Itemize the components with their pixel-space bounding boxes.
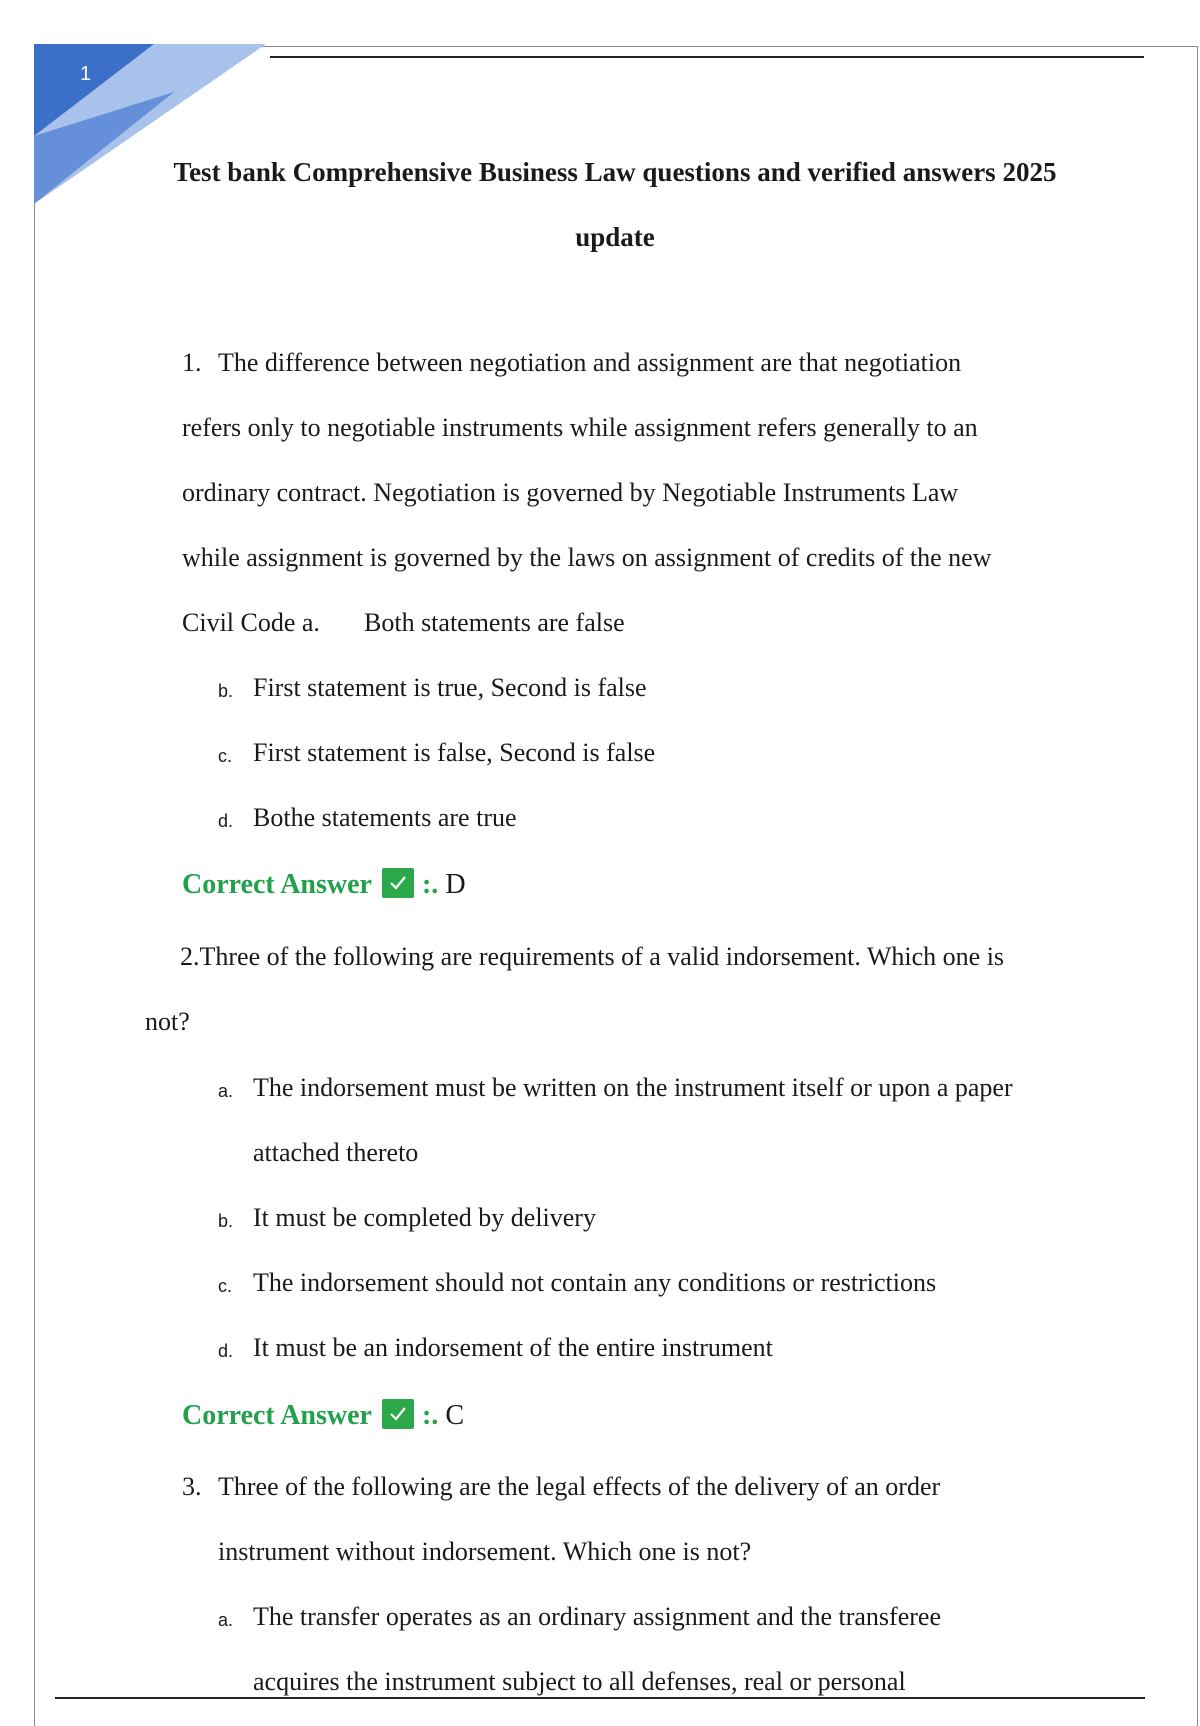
correct-answer	[182, 1399, 464, 1432]
correct-answer	[182, 868, 466, 901]
answer-label: Correct Answer	[182, 869, 372, 900]
option-text: The indorsement must be written on the instrument itself or upon a paper	[253, 1073, 1013, 1102]
question-text: while assignment is governed by the laws on assignment of credits of the new	[182, 543, 992, 572]
question-number: 1.	[182, 348, 202, 377]
option-letter: c.	[218, 1276, 233, 1296]
question-text: Three of the following are the legal effects of the delivery of an order	[218, 1472, 941, 1501]
option-text: It must be completed by delivery	[253, 1203, 596, 1232]
question-text: not?	[145, 1007, 190, 1036]
question-text: instrument without indorsement. Which one is not?	[218, 1537, 752, 1566]
option-letter: b.	[218, 681, 234, 701]
header-rule	[270, 56, 1144, 58]
question-text: Civil Code a.	[182, 608, 320, 637]
answer-value: D	[445, 869, 466, 900]
option-text: It must be an indorsement of the entire instrument	[253, 1333, 773, 1362]
question-number: 3.	[182, 1472, 202, 1501]
option-letter: d.	[218, 811, 234, 831]
option-letter: a.	[218, 1081, 234, 1101]
title-line-2: update	[575, 222, 655, 252]
option-text: First statement is true, Second is false	[253, 673, 647, 702]
option-text: acquires the instrument subject to all defenses, real or personal	[253, 1667, 906, 1696]
checkmark-icon	[382, 868, 414, 898]
checkmark-icon	[382, 1399, 414, 1429]
option-text: Bothe statements are true	[253, 803, 517, 832]
question-text: 2.Three of the following are requirements of a valid indorsement. Which one is	[180, 942, 1005, 971]
option-letter: a.	[218, 1610, 234, 1630]
option-letter: c.	[218, 746, 233, 766]
option-text: The transfer operates as an ordinary assignment and the transferee	[253, 1602, 941, 1631]
answer-label: Correct Answer	[182, 1400, 372, 1431]
question-text: refers only to negotiable instruments while assignment refers generally to an	[182, 413, 978, 442]
option-text: The indorsement should not contain any conditions or restrictions	[253, 1268, 937, 1297]
answer-value: C	[445, 1400, 464, 1431]
title-line-1: Test bank Comprehensive Business Law questions and verified answers 2025	[173, 157, 1057, 187]
question-text: ordinary contract. Negotiation is governed by Negotiable Instruments Law	[182, 478, 959, 507]
option-letter: d.	[218, 1341, 234, 1361]
answer-separator: :.	[421, 1400, 439, 1431]
option-text: First statement is false, Second is false	[253, 738, 656, 767]
document-title	[140, 140, 1090, 270]
page-number: 1	[80, 63, 92, 85]
question-text: The difference between negotiation and assignment are that negotiation	[218, 348, 962, 377]
option-text: attached thereto	[253, 1138, 419, 1167]
answer-separator: :.	[421, 869, 439, 900]
option-text: Both statements are false	[364, 608, 625, 637]
option-letter: b.	[218, 1211, 234, 1231]
footer-rule	[55, 1697, 1145, 1699]
